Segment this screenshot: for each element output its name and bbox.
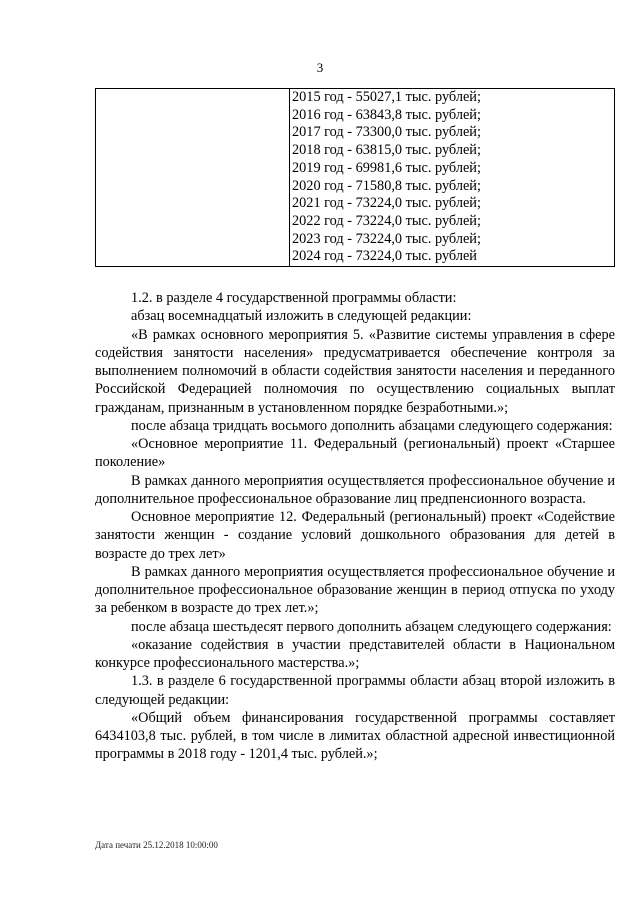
page-number: 3 — [316, 60, 324, 75]
print-date-footer: Дата печати 25.12.2018 10:00:00 — [95, 840, 218, 850]
table-cell-empty — [96, 89, 290, 267]
document-body — [95, 289, 615, 764]
year-line: 2018 год - 63815,0 тыс. рублей; — [292, 142, 481, 159]
year-line: 2015 год - 55027,1 тыс. рублей; — [292, 89, 481, 105]
financing-table — [95, 88, 615, 267]
paragraph: В рамках данного мероприятия осуществляется профессиональное обучение и дополнительное профессиональное образование лиц предпенсионного возраста. — [95, 472, 615, 507]
year-line: 2021 год - 73224,0 тыс. рублей; — [292, 195, 481, 212]
table-row — [96, 89, 615, 267]
year-line: 2023 год - 73224,0 тыс. рублей; — [292, 230, 481, 247]
paragraph: В рамках данного мероприятия осуществляется профессиональное обучение и дополнительное профессиональное образование женщин в период отпуска по уходу за ребенком в возрасте до трех лет.»; — [95, 563, 615, 617]
paragraph: «Основное мероприятие 11. Федеральный (региональный) проект «Старшее поколение» — [95, 436, 615, 471]
paragraph: 1.2. в разделе 4 государственной программы области: — [131, 290, 457, 306]
paragraph: абзац восемнадцатый изложить в следующей редакции: — [131, 308, 472, 325]
paragraph: «Общий объем финансирования государственной программы составляет 6434103,8 тыс. рублей, в том числе в лимитах областной адресной инвестиционной программы в 2018 году - 1201,4 тыс. рублей.»; — [95, 709, 615, 763]
year-line: 2016 год - 63843,8 тыс. рублей; — [292, 106, 481, 123]
paragraph: 1.3. в разделе 6 государственной программы области абзац второй изложить в следующей редакции: — [95, 673, 615, 708]
year-line: 2020 год - 71580,8 тыс. рублей; — [292, 177, 481, 194]
year-line: 2022 год - 73224,0 тыс. рублей; — [292, 212, 481, 229]
paragraph: после абзаца тридцать восьмого дополнить абзацами следующего содержания: — [131, 417, 613, 434]
paragraph: «В рамках основного мероприятия 5. «Развитие системы управления в сфере содействия занятости населения» предусматривается обеспечение контроля за выполнением полномочий в области содействия занятости населения и переданного Российской Федерацией полномочия по осуществлению социальных выплат гражданам, признанным в установленном порядке безработными.»; — [95, 326, 615, 416]
paragraph: «оказание содействия в участии представителей области в Национальном конкурсе профессионального мастерства.»; — [95, 636, 615, 671]
year-line: 2019 год - 69981,6 тыс. рублей; — [292, 159, 481, 176]
year-line: 2017 год - 73300,0 тыс. рублей; — [292, 124, 481, 141]
paragraph: после абзаца шестьдесят первого дополнить абзацем следующего содержания: — [131, 618, 612, 635]
year-line: 2024 год - 73224,0 тыс. рублей — [292, 248, 477, 265]
table-cell-years — [290, 89, 615, 267]
paragraph: Основное мероприятие 12. Федеральный (региональный) проект «Содействие занятости женщин - создание условий дошкольного образования для детей в возрасте до трех лет» — [95, 509, 615, 562]
